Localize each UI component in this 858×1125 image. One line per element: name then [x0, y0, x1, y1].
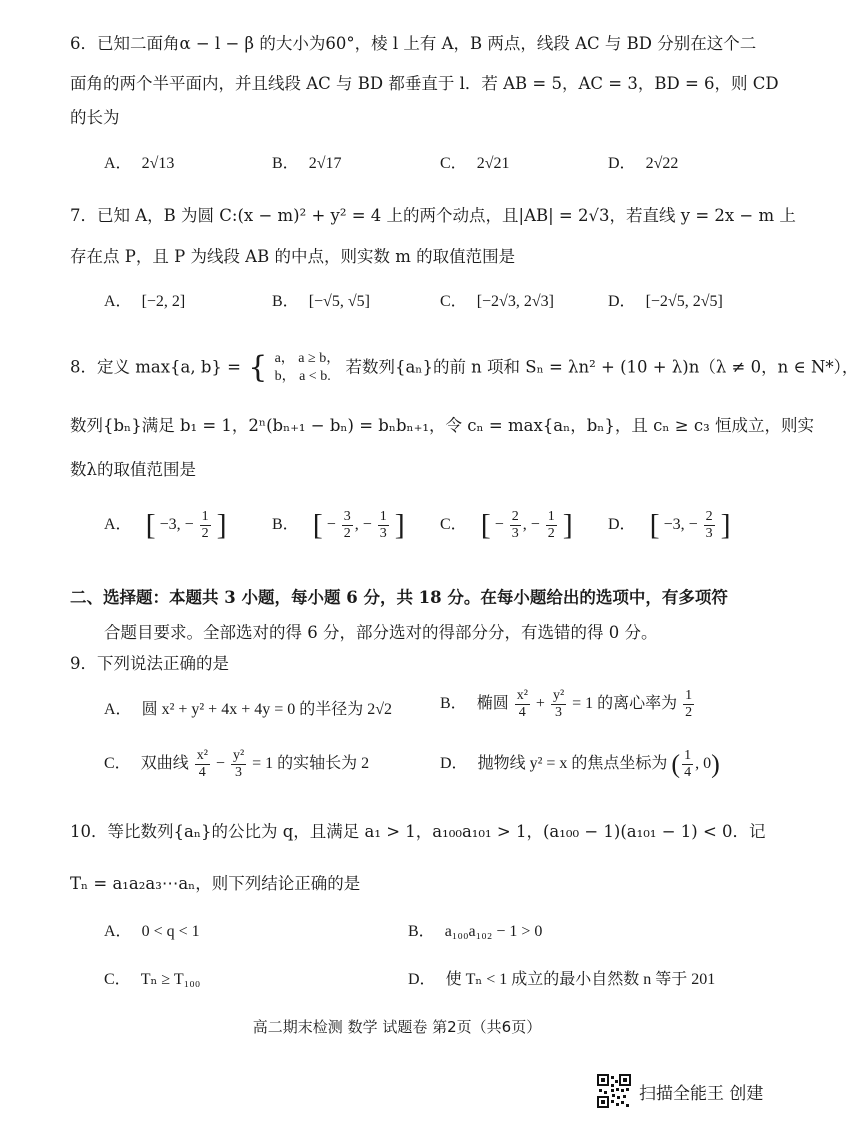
open-paren: ( — [671, 749, 681, 779]
option-label: C． — [440, 516, 467, 534]
q10-option-d — [408, 966, 715, 994]
denominator: 3 — [235, 765, 243, 780]
q9-options-row1 — [104, 688, 754, 738]
option-value: Tₙ ≥ T₁₀₀ — [140, 971, 201, 988]
open-bracket: [ — [312, 508, 323, 542]
option-label: A． — [104, 155, 132, 172]
plus-sign: + — [535, 695, 545, 713]
fraction — [195, 748, 210, 781]
close-paren: ) — [711, 749, 720, 779]
section2-line1: 二、选择题：本题共 3 小题，每小题 6 分，共 18 分。在每小题给出的选项中，有多项符 — [70, 588, 728, 607]
option-text: 椭圆 — [476, 695, 509, 713]
option-label: D． — [408, 971, 436, 988]
numerator: 2 — [705, 509, 713, 524]
close-bracket: ] — [394, 508, 405, 542]
minus-sign: − — [362, 516, 372, 534]
fraction — [378, 509, 389, 542]
open-bracket: [ — [145, 508, 156, 542]
q8-line3: 数λ的取值范围是 — [70, 460, 196, 479]
q8-option-a: A． [ −3, − $\frac{1}{2}$ ] — [104, 508, 227, 542]
option-label: B． — [408, 923, 435, 940]
close-bracket: ] — [562, 508, 573, 542]
denominator: 2 — [343, 526, 351, 541]
open-bracket: [ — [480, 508, 491, 542]
option-value: 2√22 — [645, 155, 679, 172]
q10-option-a — [104, 918, 200, 946]
fraction — [342, 509, 353, 542]
option-label: C． — [104, 971, 131, 988]
q7-line1: 7．已知 A，B 为圆 C:(x − m)² + y² = 4 上的两个动点，且|AB| = 2√3，若直线 y = 2x − m 上 — [70, 206, 796, 225]
denominator: 3 — [705, 526, 713, 541]
q7-options — [104, 288, 754, 328]
q8-option-b: B． [ − $\frac{3}{2}$ , − $\frac{1}{3}$ ] — [272, 508, 405, 542]
q9-option-c — [104, 748, 369, 781]
fraction — [231, 748, 246, 781]
option-label: D． — [608, 293, 636, 310]
fraction — [683, 688, 694, 721]
open-bracket: [ — [649, 508, 660, 542]
option-label: D． — [440, 755, 468, 773]
scanner-watermark — [597, 1074, 763, 1108]
option-value: [−√5, √5] — [308, 293, 370, 310]
q10-option-b — [408, 918, 542, 946]
denominator: 3 — [555, 705, 563, 720]
q8-line2: 数列{bₙ}满足 b₁ = 1，2ⁿ(bₙ₊₁ − bₙ) = bₙbₙ₊₁，令 cₙ = max{aₙ，bₙ}，且 cₙ ≥ c₃ 恒成立，则实 — [70, 416, 814, 435]
qr-code-icon — [597, 1074, 631, 1108]
q6-option-b — [272, 150, 341, 178]
q9-option-a — [104, 696, 392, 724]
q10-line2: Tₙ = a₁a₂a₃⋯aₙ，则下列结论正确的是 — [70, 874, 361, 893]
fraction — [551, 688, 566, 721]
minus-sign: − — [530, 516, 540, 534]
option-text: = 1 的离心率为 — [572, 695, 678, 713]
q8-options — [104, 505, 754, 551]
option-value: 2√21 — [476, 155, 510, 172]
numerator: 1 — [684, 748, 692, 763]
section2-line2: 合题目要求。全部选对的得 6 分，部分选对的得部分分，有选错的得 0 分。 — [104, 623, 658, 642]
q8-prefix: 8．定义 max{a, b} = — [70, 357, 241, 377]
fraction — [704, 509, 715, 542]
q7-option-b — [272, 288, 370, 316]
q9-stem: 9．下列说法正确的是 — [70, 654, 229, 673]
option-label: A． — [104, 516, 132, 534]
q10-option-c — [104, 966, 200, 994]
option-text: 双曲线 — [140, 755, 189, 773]
denominator: 4 — [198, 765, 206, 780]
option-label: A． — [104, 293, 132, 310]
option-value: 圆 x² + y² + 4x + 4y = 0 的半径为 2√2 — [141, 701, 393, 718]
numerator: 1 — [547, 509, 555, 524]
numerator: y² — [552, 688, 565, 703]
numerator: 3 — [343, 509, 351, 524]
option-label: A． — [104, 923, 132, 940]
option-value: [−2√5, 2√5] — [645, 293, 723, 310]
option-label: D． — [608, 155, 636, 172]
minus-sign: − — [215, 755, 225, 773]
q9-option-d — [440, 748, 720, 781]
option-value: 使 Tₙ < 1 成立的最小自然数 n 等于 201 — [445, 971, 716, 988]
q7-option-a — [104, 288, 185, 316]
q8-case1: a， a ≥ b， — [274, 351, 341, 366]
option-label: D． — [608, 516, 636, 534]
option-value: a₁₀₀a₁₀₂ − 1 > 0 — [444, 923, 543, 940]
q9-option-b — [440, 688, 696, 721]
q6-line3: 的长为 — [70, 108, 120, 127]
option-text: = 1 的实轴长为 2 — [252, 755, 370, 773]
q6-line1: 6．已知二面角α − l − β 的大小为60°，棱 l 上有 A，B 两点，线段 AC 与 BD 分别在这个二 — [70, 34, 757, 53]
q8-cases — [275, 350, 341, 386]
denominator: 2 — [547, 526, 555, 541]
interval-left: −3 — [159, 516, 177, 534]
fraction — [682, 748, 693, 781]
option-value: 2√17 — [308, 155, 342, 172]
q10-options-row2 — [104, 966, 754, 1006]
option-label: B． — [272, 516, 299, 534]
fraction — [200, 509, 211, 542]
numerator: 1 — [379, 509, 387, 524]
minus-sign: − — [494, 516, 504, 534]
q8-suffix: 若数列{aₙ}的前 n 项和 Sₙ = λn² + (10 + λ)n（λ ≠ 0，n ∈ N*）， — [345, 357, 858, 377]
numerator: x² — [516, 688, 528, 703]
close-bracket: ] — [720, 508, 731, 542]
q8-option-d: D． [ −3, − $\frac{2}{3}$ ] — [608, 508, 731, 542]
q10-line1: 10．等比数列{aₙ}的公比为 q，且满足 a₁ > 1，a₁₀₀a₁₀₁ > 1，(a₁₀₀ − 1)(a₁₀₁ − 1) < 0．记 — [70, 822, 766, 841]
option-label: A． — [104, 701, 132, 718]
option-label: C． — [440, 293, 467, 310]
q7-option-d — [608, 288, 723, 316]
q6-option-c — [440, 150, 509, 178]
q6-line2: 面角的两个半平面内，并且线段 AC 与 BD 都垂直于 l．若 AB = 5，AC = 3，BD = 6，则 CD — [70, 74, 779, 93]
q8-option-c: C． [ − $\frac{2}{3}$ , − $\frac{1}{2}$ ] — [440, 508, 573, 542]
q8-line1 — [70, 350, 858, 394]
option-value: 2√13 — [141, 155, 175, 172]
denominator: 2 — [685, 705, 693, 720]
option-label: B． — [272, 155, 299, 172]
option-value: [−2√3, 2√3] — [476, 293, 554, 310]
option-label: B． — [440, 695, 467, 713]
page-footer: 高二期末检测 数学 试题卷 第2页（共6页） — [252, 1018, 542, 1036]
denominator: 3 — [511, 526, 519, 541]
q6-option-a — [104, 150, 174, 178]
minus-sign: − — [184, 516, 194, 534]
option-text: , 0 — [695, 755, 712, 773]
fraction — [546, 509, 557, 542]
watermark-text: 扫描全能王 创建 — [639, 1083, 764, 1104]
interval-left: −3 — [663, 516, 681, 534]
q7-line2: 存在点 P，且 P 为线段 AB 的中点，则实数 m 的取值范围是 — [70, 247, 516, 266]
option-label: C． — [104, 755, 131, 773]
numerator: 1 — [685, 688, 693, 703]
numerator: y² — [232, 748, 245, 763]
option-label: B． — [272, 293, 299, 310]
q9-options-row2 — [104, 748, 754, 798]
q6-options — [104, 150, 754, 190]
close-bracket: ] — [216, 508, 227, 542]
denominator: 2 — [201, 526, 209, 541]
q6-option-d — [608, 150, 678, 178]
fraction — [515, 688, 530, 721]
option-label: C． — [440, 155, 467, 172]
denominator: 3 — [379, 526, 387, 541]
q8-case2: b， a < b. — [274, 369, 331, 384]
minus-sign: − — [688, 516, 698, 534]
denominator: 4 — [518, 705, 526, 720]
option-value: [−2, 2] — [141, 293, 186, 310]
option-text: 抛物线 y² = x 的焦点坐标为 — [477, 755, 668, 773]
minus-sign: − — [326, 516, 336, 534]
left-brace: { — [248, 350, 268, 385]
fraction — [510, 509, 521, 542]
numerator: x² — [196, 748, 208, 763]
q10-options-row1 — [104, 918, 754, 958]
numerator: 2 — [511, 509, 519, 524]
q7-option-c — [440, 288, 554, 316]
option-value: 0 < q < 1 — [141, 923, 200, 940]
denominator: 4 — [684, 765, 692, 780]
numerator: 1 — [201, 509, 209, 524]
